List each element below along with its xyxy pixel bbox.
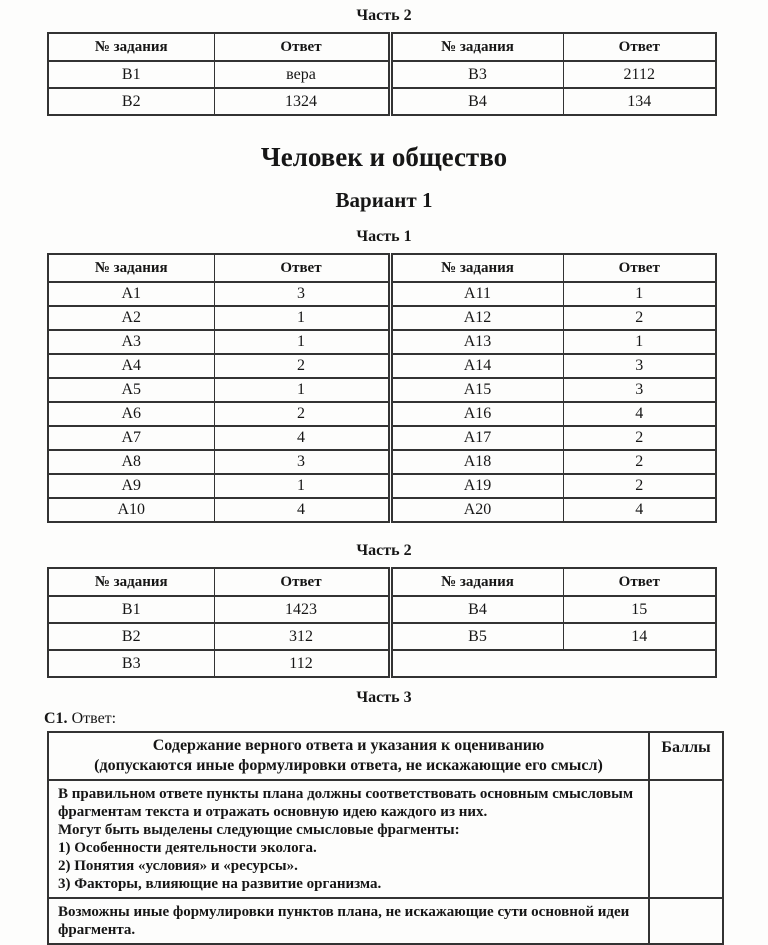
answer-cell: 14 (563, 623, 716, 650)
answer-cell: 4 (214, 498, 390, 522)
answer-cell: 3 (214, 450, 390, 474)
part2-answers-table (47, 567, 717, 678)
task-number-cell: В1 (48, 596, 214, 623)
rubric-note-line: Возможны иные формулировки пунктов плана, не искажающие сути основной идеи (58, 904, 630, 920)
task-number-cell: А7 (48, 426, 214, 450)
task-number-cell: А14 (390, 354, 563, 378)
task-number-cell: А6 (48, 402, 214, 426)
task-number-cell: А15 (390, 378, 563, 402)
points-empty-cell (649, 898, 723, 944)
table-row (48, 61, 716, 88)
rubric-answer-content (48, 780, 649, 898)
column-header-answer: Ответ (214, 568, 390, 596)
column-header-task: № задания (390, 568, 563, 596)
rubric-content-header (48, 732, 649, 780)
task-number-cell: А11 (390, 282, 563, 306)
task-number-cell: В2 (48, 88, 214, 115)
table-row (48, 426, 716, 450)
table-row (48, 282, 716, 306)
column-header-answer: Ответ (563, 33, 716, 61)
rubric-header-line1: Содержание верного ответа и указания к оцениванию (152, 737, 545, 754)
table-row (48, 402, 716, 426)
column-header-task: № задания (48, 254, 214, 282)
task-number-cell: А20 (390, 498, 563, 522)
answer-cell: 4 (214, 426, 390, 450)
rubric-content-line: фрагментам текста и отражать основную идею каждого из них. (58, 804, 488, 820)
answer-cell: 3 (563, 354, 716, 378)
task-number-cell: В3 (48, 650, 214, 677)
answer-cell: 2 (563, 426, 716, 450)
task-number-cell: В4 (390, 596, 563, 623)
answer-cell: 312 (214, 623, 390, 650)
c1-grading-rubric-table (47, 731, 724, 945)
task-number-cell: А8 (48, 450, 214, 474)
c1-answer-label-line (44, 709, 768, 729)
table-row (48, 596, 716, 623)
table-row (48, 354, 716, 378)
answer-cell: 3 (563, 378, 716, 402)
table-row (48, 650, 716, 677)
part2-heading: Часть 2 (356, 542, 412, 559)
table-row (48, 623, 716, 650)
table-header-row (48, 568, 716, 596)
part3-heading: Часть 3 (356, 689, 412, 706)
table-row (48, 378, 716, 402)
c1-task-label: С1. (44, 710, 68, 727)
top-part2-answers-table (47, 32, 717, 116)
answer-cell: 134 (563, 88, 716, 115)
answer-cell: 2112 (563, 61, 716, 88)
answer-cell: 112 (214, 650, 390, 677)
table-row (48, 450, 716, 474)
task-number-cell: А10 (48, 498, 214, 522)
variant-heading: Вариант 1 (335, 188, 433, 212)
rubric-header-line2: (допускаются иные формулировки ответа, не искажающие его смысл) (94, 757, 603, 774)
rubric-content-line: 1) Особенности деятельности эколога. (58, 840, 317, 856)
part1-heading: Часть 1 (356, 228, 412, 245)
task-number-cell: А18 (390, 450, 563, 474)
answer-cell: 2 (214, 354, 390, 378)
rubric-note-content (48, 898, 649, 944)
column-header-task: № задания (390, 33, 563, 61)
task-number-cell: А13 (390, 330, 563, 354)
answer-cell: 1 (214, 474, 390, 498)
answer-cell: 1 (214, 306, 390, 330)
task-number-cell: А1 (48, 282, 214, 306)
task-number-cell: А9 (48, 474, 214, 498)
answer-cell: вера (214, 61, 390, 88)
column-header-answer: Ответ (563, 254, 716, 282)
part1-answers-table (47, 253, 717, 523)
task-number-cell: А5 (48, 378, 214, 402)
top-part2-heading: Часть 2 (356, 7, 412, 24)
answer-cell: 2 (563, 474, 716, 498)
task-number-cell: А3 (48, 330, 214, 354)
rubric-note-row (48, 898, 723, 944)
task-number-cell: В2 (48, 623, 214, 650)
answer-cell: 1423 (214, 596, 390, 623)
answer-cell: 3 (214, 282, 390, 306)
task-number-cell: А2 (48, 306, 214, 330)
task-number-cell: А12 (390, 306, 563, 330)
rubric-content-line: Могут быть выделены следующие смысловые фрагменты: (58, 822, 460, 838)
column-header-answer: Ответ (214, 33, 390, 61)
empty-merged-cell (390, 650, 716, 677)
task-number-cell: А4 (48, 354, 214, 378)
answer-cell: 1 (214, 330, 390, 354)
page-title: Человек и общество (260, 142, 508, 172)
task-number-cell: В1 (48, 61, 214, 88)
answer-cell: 2 (563, 450, 716, 474)
table-row (48, 330, 716, 354)
task-number-cell: А16 (390, 402, 563, 426)
task-number-cell: А17 (390, 426, 563, 450)
table-header-row (48, 33, 716, 61)
column-header-task: № задания (48, 33, 214, 61)
answer-cell: 4 (563, 498, 716, 522)
task-number-cell: В3 (390, 61, 563, 88)
answer-cell: 1 (563, 282, 716, 306)
table-header-row (48, 254, 716, 282)
points-empty-cell (649, 780, 723, 898)
task-number-cell: А19 (390, 474, 563, 498)
answer-cell: 1 (214, 378, 390, 402)
table-row (48, 306, 716, 330)
rubric-content-line: 3) Факторы, влияющие на развитие организма. (58, 876, 382, 892)
rubric-header-row (48, 732, 723, 780)
answer-cell: 15 (563, 596, 716, 623)
column-header-task: № задания (390, 254, 563, 282)
c1-answer-word: Ответ: (71, 710, 117, 727)
column-header-answer: Ответ (214, 254, 390, 282)
table-row (48, 474, 716, 498)
rubric-content-line: В правильном ответе пункты плана должны соответствовать основным смысловым (58, 786, 634, 802)
answer-cell: 2 (563, 306, 716, 330)
task-number-cell: В5 (390, 623, 563, 650)
table-row (48, 498, 716, 522)
answer-cell: 4 (563, 402, 716, 426)
column-header-answer: Ответ (563, 568, 716, 596)
rubric-content-line: 2) Понятия «условия» и «ресурсы». (58, 858, 298, 874)
rubric-note-line: фрагмента. (58, 922, 136, 938)
points-column-header: Баллы (649, 732, 723, 780)
rubric-content-row (48, 780, 723, 898)
column-header-task: № задания (48, 568, 214, 596)
table-row (48, 88, 716, 115)
answer-cell: 2 (214, 402, 390, 426)
answer-cell: 1324 (214, 88, 390, 115)
task-number-cell: В4 (390, 88, 563, 115)
answer-cell: 1 (563, 330, 716, 354)
